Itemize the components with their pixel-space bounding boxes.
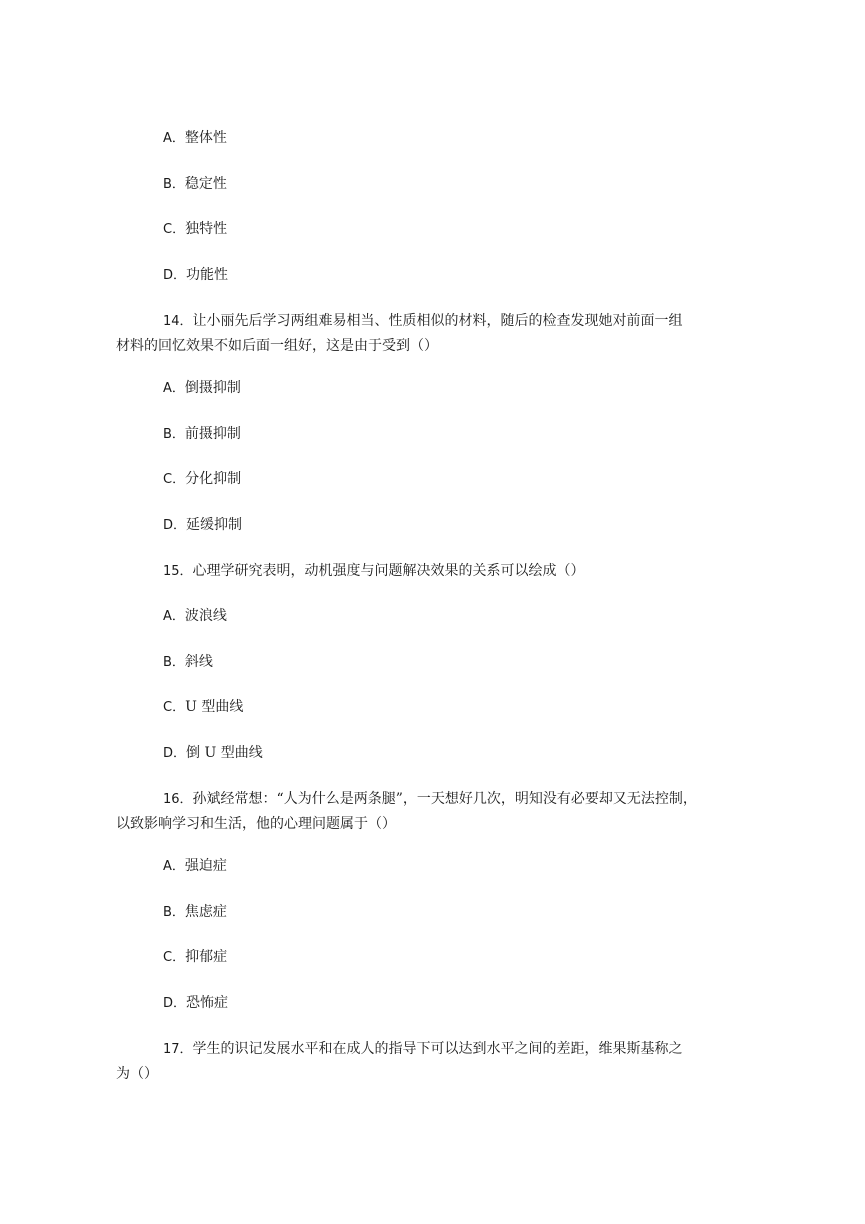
question-number: 17． xyxy=(163,1042,193,1057)
option-letter: C． xyxy=(163,472,186,487)
option-letter: B． xyxy=(163,905,185,920)
question-number: 14． xyxy=(163,314,193,329)
option-letter: C． xyxy=(163,222,186,237)
option-16-b xyxy=(163,903,227,922)
option-text: 强迫症 xyxy=(184,858,227,874)
option-text: 恐怖症 xyxy=(186,995,229,1011)
option-13-c xyxy=(163,220,227,239)
option-text: 倒 U 型曲线 xyxy=(186,745,263,761)
option-13-b xyxy=(163,175,227,194)
option-text: 稳定性 xyxy=(184,176,227,192)
option-text: 抑郁症 xyxy=(185,949,228,965)
option-text: 斜线 xyxy=(184,654,213,670)
option-15-a xyxy=(163,607,227,626)
option-text: 焦虑症 xyxy=(184,904,227,920)
option-13-d xyxy=(163,266,228,285)
question-text: 让小丽先后学习两组难易相当、性质相似的材料，随后的检查发现她对前面一组 xyxy=(192,313,683,329)
option-letter: D． xyxy=(163,996,187,1011)
option-15-b xyxy=(163,653,213,672)
option-letter: A． xyxy=(163,131,185,146)
question-number: 15． xyxy=(163,564,193,579)
question-text: 心理学研究表明，动机强度与问题解决效果的关系可以绘成（） xyxy=(192,563,585,579)
option-letter: C． xyxy=(163,950,186,965)
question-17-line-2: 为（） xyxy=(116,1066,158,1082)
option-letter: A． xyxy=(163,381,185,396)
option-16-a xyxy=(163,857,227,876)
option-13-a xyxy=(163,129,227,148)
option-letter: C． xyxy=(163,700,186,715)
option-letter: A． xyxy=(163,609,185,624)
option-15-c xyxy=(163,698,243,717)
option-14-a xyxy=(163,379,241,398)
option-letter: D． xyxy=(163,268,187,283)
option-text: 独特性 xyxy=(185,221,228,237)
option-letter: D． xyxy=(163,746,187,761)
option-text: 波浪线 xyxy=(184,608,227,624)
option-text: 延缓抑制 xyxy=(186,517,243,533)
question-number: 16． xyxy=(163,792,193,807)
question-16-line-1 xyxy=(163,790,697,809)
option-14-d xyxy=(163,516,242,535)
option-letter: B． xyxy=(163,177,185,192)
question-14-line-2: 材料的回忆效果不如后面一组好，这是由于受到（） xyxy=(116,338,438,354)
option-text: 分化抑制 xyxy=(185,471,242,487)
option-16-d xyxy=(163,994,228,1013)
question-17-line-1 xyxy=(163,1040,683,1059)
question-text: 学生的识记发展水平和在成人的指导下可以达到水平之间的差距，维果斯基称之 xyxy=(192,1041,683,1057)
question-14-line-1 xyxy=(163,312,683,331)
option-letter: B． xyxy=(163,427,185,442)
question-15-line-1 xyxy=(163,562,585,581)
option-text: 整体性 xyxy=(184,130,227,146)
option-text: U 型曲线 xyxy=(185,699,244,715)
option-text: 前摄抑制 xyxy=(184,426,241,442)
option-15-d xyxy=(163,744,263,763)
option-letter: D． xyxy=(163,518,187,533)
option-text: 倒摄抑制 xyxy=(184,380,241,396)
option-14-b xyxy=(163,425,241,444)
option-14-c xyxy=(163,470,241,489)
question-16-line-2: 以致影响学习和生活，他的心理问题属于（） xyxy=(116,816,396,832)
option-letter: B． xyxy=(163,655,185,670)
option-letter: A． xyxy=(163,859,185,874)
question-text: 孙斌经常想：“人为什么是两条腿”，一天想好几次，明知没有必要却又无法控制， xyxy=(192,791,697,807)
option-16-c xyxy=(163,948,227,967)
option-text: 功能性 xyxy=(186,267,229,283)
